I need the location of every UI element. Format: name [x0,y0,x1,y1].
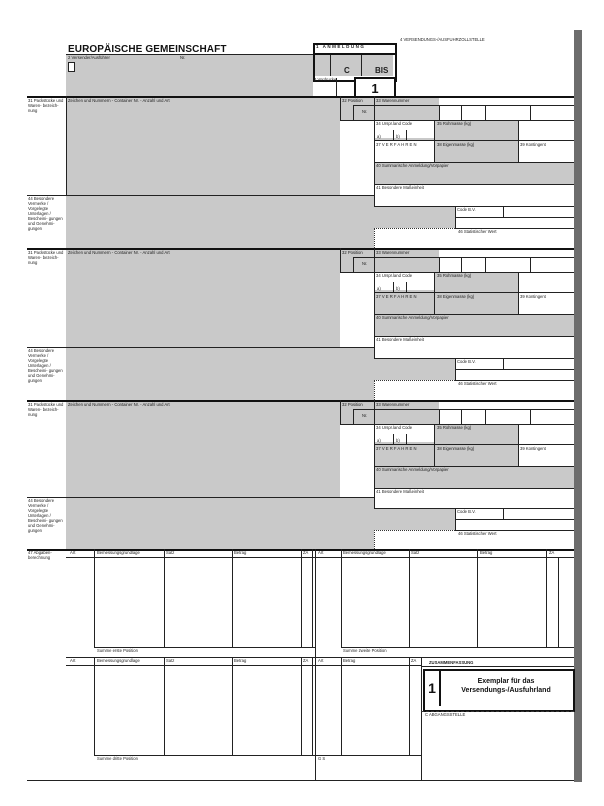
zeichen-label-1: Zeichen und Nummern - Container Nr. - Anzahl und Art [68,98,170,103]
versender-nr-label: Nr. [180,55,186,60]
versender-label: 2 Versender/Ausführer [68,55,110,60]
t3-za: ZA [303,658,309,663]
warennummer-label-1: 33 Warennummer [376,98,410,103]
position-label-1: 32 Position [342,98,363,103]
anmeldung-c: C [344,66,350,75]
ursprung-b-2: b) [396,286,400,291]
eigenmasse-label-2: 38 Eigenmasse (kg) [437,294,475,299]
masseinheit-label-3: 41 Besondere Maßeinheit [376,489,424,494]
t4-za: ZA [411,658,417,663]
pos-nr-1: Nr. [362,109,368,114]
t1-bemessung: Bemessungsgrundlage [97,550,140,555]
zusammenfassung-label: ZUSAMMENFASSUNG [429,660,474,665]
kontingent-label-3: 39 Kontingent [520,446,546,451]
ursprung-a-3: a) [377,438,381,443]
rohmasse-label-3: 35 Rohmasse (kg) [437,425,472,430]
verfahren-label-2: 37 V E R F A H R E N [376,294,417,299]
t3-betrag: Betrag [234,658,247,663]
eigenmasse-label-3: 38 Eigenmasse (kg) [437,446,475,451]
summarische-label-2: 40 Summarische Anmeldung/Vorpapier [376,315,449,320]
code-bv-label-3: Code B.V. [457,509,476,514]
position-label-2: 32 Position [342,250,363,255]
ursprung-a-1: a) [377,134,381,139]
field-4-label: 4 VERSENDUNGS-/AUSFUHRZOLLSTELLE [400,37,485,42]
t2-satz: Satz [411,550,420,555]
rohmasse-label-1: 35 Rohmasse (kg) [437,121,472,126]
ursprung-b-1: b) [396,134,400,139]
ursprung-label-3: 34 Urspr.land Code [376,425,413,430]
packstuecke-label-2: 31 Packstücke und Waren- bezeich- nung [28,250,64,265]
code-bv-label-1: Code B.V. [457,207,476,212]
t4-art: Art [318,658,324,663]
eigenmasse-label-1: 38 Eigenmasse (kg) [437,142,475,147]
t2-art: Art [318,550,324,555]
exemplar-number: 1 [371,81,379,96]
zeichen-label-3: Zeichen und Nummern - Container Nr. - Anzahl und Art [68,402,170,407]
stat-wert-label-1: 46 Statistischer Wert [458,229,497,234]
packstuecke-label-3: 31 Packstücke und Waren- bezeich- nung [28,402,64,417]
t1-art: Art [70,550,76,555]
warennummer-label-2: 33 Warennummer [376,250,410,255]
t1-satz: Satz [166,550,175,555]
t3-satz: Satz [166,658,175,663]
pos-nr-2: Nr. [362,261,368,266]
t3-art: Art [70,658,76,663]
page-edge-shadow [574,30,582,782]
code-bv-label-2: Code B.V. [457,359,476,364]
exemplar-number-box-2 [425,671,441,706]
vermerke-label-1: 44 Besondere Vermerke / Vorgelegte Unterlagen / Bescheini- gungen und Genehmi- gungen [28,196,63,231]
t1-za: ZA [303,550,309,555]
masseinheit-label-1: 41 Besondere Maßeinheit [376,185,424,190]
t2-betrag: Betrag [480,550,493,555]
vermerke-label-2: 44 Besondere Vermerke / Vorgelegte Unterlagen / Bescheini- gungen und Genehmi- gungen [28,348,63,383]
ursprung-label-1: 34 Urspr.land Code [376,121,413,126]
verfahren-label-3: 37 V E R F A H R E N [376,446,417,451]
masseinheit-label-2: 41 Besondere Maßeinheit [376,337,424,342]
t2-za: ZA [549,550,555,555]
gs-label: G S [318,756,326,761]
ursprung-b-3: b) [396,438,400,443]
versender-checkbox[interactable] [68,62,75,72]
kontingent-label-2: 39 Kontingent [520,294,546,299]
versender-box[interactable] [66,55,313,96]
exemplar-number-2: 1 [428,680,436,696]
stat-wert-label-3: 46 Statistischer Wert [458,531,497,536]
summe-erste: Summe erste Position [97,648,138,653]
summarische-label-3: 40 Summarische Anmeldung/Vorpapier [376,467,449,472]
t2-bemessung: Bemessungsgrundlage [343,550,386,555]
abgaben-label: 47 Abgaben- berechnung [28,550,52,560]
vermerke-label-3: 44 Besondere Vermerke / Vorgelegte Unterlagen / Bescheini- gungen und Genehmi- gungen [28,498,63,533]
packstuecke-label-1: 31 Packstücke und Waren- bezeich- nung [28,98,64,113]
t3-bemessung: Bemessungsgrundlage [97,658,140,663]
stat-wert-label-2: 46 Statistischer Wert [458,381,497,386]
anmeldung-label: 1 ANMELDUNG [316,44,366,49]
zeichen-label-2: Zeichen und Nummern - Container Nr. - Anzahl und Art [68,250,170,255]
summe-dritte: Summe dritte Position [97,756,138,761]
vordrucke-label: 3 Vordrucke [314,77,337,82]
summe-zweite: Summe zweite Position [343,648,387,653]
abgangsstelle-label: C ABGANGSSTELLE [425,712,466,717]
summarische-label-1: 40 Summarische Anmeldung/Vorpapier [376,163,449,168]
exemplar-text: Exemplar für das Versendungs-/Ausfuhrland [461,678,551,694]
ursprung-a-2: a) [377,286,381,291]
anmeldung-bis: BIS [375,66,389,75]
position-label-3: 32 Position [342,402,363,407]
rohmasse-label-2: 35 Rohmasse (kg) [437,273,472,278]
verfahren-label-1: 37 V E R F A H R E N [376,142,417,147]
form-title: EUROPÄISCHE GEMEINSCHAFT [68,44,227,55]
pos-nr-3: Nr. [362,413,368,418]
ursprung-label-2: 34 Urspr.land Code [376,273,413,278]
t1-betrag: Betrag [234,550,247,555]
kontingent-label-1: 39 Kontingent [520,142,546,147]
t4-betrag: Betrag [343,658,356,663]
warennummer-label-3: 33 Warennummer [376,402,410,407]
